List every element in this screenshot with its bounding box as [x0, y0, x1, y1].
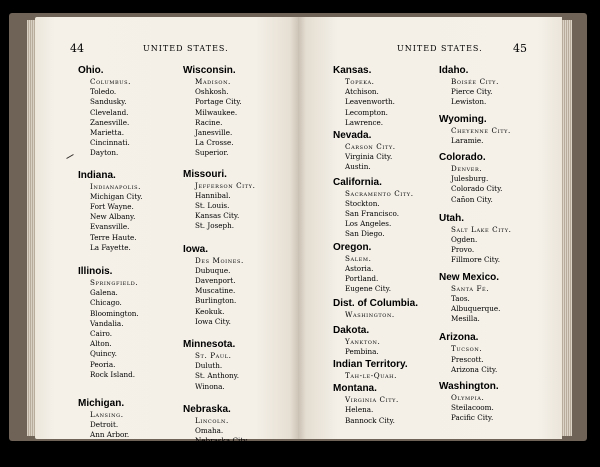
city-name: Eugene City. [345, 284, 391, 294]
state-entry [439, 332, 512, 375]
city-name: Grand Rapids. [90, 450, 143, 460]
city-name: Colorado City. [451, 184, 503, 194]
city-name: Dayton. [90, 148, 119, 158]
city-name: Hannibal. [195, 190, 231, 200]
state-entry [183, 65, 255, 159]
right-col-2 [439, 65, 512, 424]
state-name: Illinois. [78, 266, 113, 278]
left-page-header: UNITED STATES. [143, 44, 229, 53]
city-name: Michigan City. [90, 191, 143, 201]
city-name: St. Anthony. [195, 371, 240, 381]
city-name: Pierce City. [451, 87, 493, 97]
city-name: Dubuque. [195, 265, 231, 275]
right-page-number: 45 [513, 42, 527, 55]
capital-city: Carson City. [345, 142, 396, 152]
capital-city: Lincoln. [195, 415, 229, 425]
city-name: St. Joseph. [195, 221, 235, 231]
city-name: Ann Arbor. [90, 430, 130, 440]
state-name: Indiana. [78, 169, 116, 181]
right-col-1 [333, 65, 418, 426]
state-name: California. [333, 176, 382, 188]
left-page-number: 44 [70, 42, 84, 55]
capital-city: Des Moines. [195, 255, 244, 265]
state-entry [333, 359, 418, 381]
city-name: Cleveland. [90, 107, 129, 117]
capital-city: Topeka. [345, 77, 375, 86]
state-entry [183, 244, 255, 327]
city-name: Evansville. [90, 222, 130, 232]
state-name: Nevada. [333, 130, 372, 142]
state-entry [439, 213, 512, 266]
city-name: Leavenworth. [345, 97, 395, 107]
city-name: Nebraska City. [195, 436, 249, 446]
city-name: Adrian. [90, 440, 117, 450]
city-name: Julesburg. [451, 174, 489, 184]
left-page [35, 17, 298, 439]
state-entry [333, 383, 418, 426]
city-name: Omaha. [195, 426, 224, 436]
city-name: Milwaukee. [195, 107, 238, 117]
state-name: Dist. of Columbia. [333, 298, 418, 310]
city-name: Los Angeles. [345, 219, 392, 229]
capital-city: Olympia. [451, 393, 485, 403]
city-name: Atchison. [345, 87, 379, 97]
city-name: Pacific City. [451, 413, 494, 423]
city-name: Keokuk. [195, 306, 225, 316]
city-name: Toledo. [90, 87, 117, 97]
capital-city: Virginia City. [345, 395, 399, 405]
state-entry [333, 325, 418, 357]
state-entry [78, 65, 143, 159]
city-name: Racine. [195, 117, 223, 127]
capital-city: Jefferson City. [195, 180, 256, 190]
city-name: Winona. [195, 381, 225, 391]
state-entry [78, 398, 143, 461]
city-name: Pembina. [345, 346, 379, 356]
capital-city: Madison. [195, 77, 231, 86]
left-col-2 [183, 65, 255, 467]
state-name: Utah. [439, 212, 464, 224]
state-name: Washington. [439, 381, 499, 393]
state-entry [333, 177, 418, 240]
city-name: St. Louis. [195, 201, 230, 211]
city-name: Cairo. [90, 329, 113, 339]
state-entry [78, 170, 143, 253]
state-entry [183, 169, 255, 232]
state-name: Montana. [333, 383, 377, 395]
city-name: Provo. [451, 245, 475, 255]
state-name: Dakota. [333, 324, 370, 336]
state-entry [78, 266, 143, 380]
city-name: Arizona City. [451, 364, 498, 374]
state-entry [439, 272, 512, 325]
capital-city: Denver. [451, 164, 483, 174]
city-name: La Crosse. [195, 138, 234, 148]
state-entry [333, 65, 418, 128]
city-name: Detroit. [90, 420, 119, 430]
city-name: Prescott. [451, 354, 484, 364]
city-name: Lawrence. [345, 117, 384, 127]
state-name: Indian Territory. [333, 359, 408, 371]
state-entry [183, 404, 255, 467]
capital-city: Tucson. [451, 344, 483, 354]
state-name: Oregon. [333, 241, 372, 253]
state-name: Minnesota. [183, 339, 236, 351]
city-name: Galena. [90, 288, 118, 298]
state-entry [439, 381, 512, 424]
city-name: Burlington. [195, 296, 237, 306]
city-name: Fort Wayne. [90, 202, 134, 212]
state-name: Nebraska. [183, 403, 231, 415]
city-name: Cincinnati. [90, 138, 130, 148]
capital-city: Yankton. [345, 336, 381, 346]
city-name: Marietta. [90, 128, 124, 138]
city-name: Portland. [345, 274, 379, 284]
city-name: Quincy. [90, 349, 117, 359]
city-name: Zanesville. [90, 117, 130, 127]
city-name: San Diego. [345, 229, 385, 239]
capital-city: Boisée City. [451, 77, 499, 86]
city-name: Portage City. [195, 97, 242, 107]
city-name: Iowa City. [195, 316, 231, 326]
state-entry [439, 114, 512, 146]
capital-city: Springfield. [90, 278, 139, 288]
state-entry [439, 152, 512, 205]
state-name: New Mexico. [439, 271, 500, 283]
city-name: Lecompton. [345, 107, 388, 117]
state-entry [333, 130, 418, 173]
capital-city: St. Paul. [195, 351, 232, 361]
city-name: Helena. [345, 405, 374, 415]
city-name: Laramie. [451, 135, 484, 145]
city-name: Austin. [345, 162, 371, 172]
city-name: Davenport. [195, 276, 236, 286]
state-entry [439, 65, 512, 108]
state-name: Arizona. [439, 332, 479, 344]
city-name: Janesville. [195, 128, 233, 138]
state-name: Iowa. [183, 243, 209, 255]
state-name: Wyoming. [439, 113, 487, 125]
city-name: Otoe City. [195, 446, 231, 456]
city-name: Stockton. [345, 198, 380, 208]
city-name: Duluth. [195, 361, 223, 371]
city-name: Cañon City. [451, 194, 493, 204]
city-name: Lewiston. [451, 97, 487, 107]
state-name: Wisconsin. [183, 65, 236, 76]
city-name: La Fayette. [90, 242, 131, 252]
city-name: Chicago. [90, 298, 122, 308]
capital-city: Cheyenne City. [451, 125, 511, 135]
city-name: Ogden. [451, 235, 478, 245]
city-name: Terre Haute. [90, 232, 137, 242]
capital-city: Sacramento City. [345, 188, 414, 198]
state-entry [333, 242, 418, 295]
capital-city: Tah-le-Quah. [345, 371, 398, 381]
city-name: Bannock City. [345, 415, 395, 425]
city-name: San Francisco. [345, 209, 399, 219]
city-name: Mesilla. [451, 314, 480, 324]
city-name: Astoria. [345, 263, 374, 273]
city-name: Muscatine. [195, 286, 236, 296]
city-name: Rock Island. [90, 369, 136, 379]
right-page-header: UNITED STATES. [397, 44, 483, 53]
state-name: Ohio. [78, 65, 104, 76]
left-col-1 [78, 65, 143, 461]
city-name: Peoria. [90, 359, 116, 369]
capital-city: Salem. [345, 253, 372, 263]
city-name: Oshkosh. [195, 87, 229, 97]
capital-city: Santa Fé. [451, 283, 490, 293]
city-name: Fillmore City. [451, 255, 501, 265]
capital-city: Lansing. [90, 410, 124, 420]
state-entry [183, 339, 255, 392]
city-name: Superior. [195, 148, 229, 158]
state-name: Michigan. [78, 398, 125, 410]
city-name: Albuquerque. [451, 304, 501, 314]
city-name: Alton. [90, 339, 112, 349]
page-edges-right [562, 20, 572, 436]
city-name: New Albany. [90, 212, 136, 222]
city-name: Vandalia. [90, 318, 124, 328]
page-edges-left [27, 20, 35, 436]
state-name: Colorado. [439, 152, 486, 164]
capital-city: Washington. [345, 310, 395, 320]
city-name: Bloomington. [90, 308, 139, 318]
state-name: Missouri. [183, 168, 227, 180]
city-name: Sandusky. [90, 97, 127, 107]
capital-city: Columbus. [90, 77, 131, 86]
capital-city: Salt Lake City. [451, 224, 512, 234]
state-name: Idaho. [439, 65, 469, 76]
city-name: Virginia City. [345, 152, 393, 162]
state-entry [333, 298, 418, 320]
city-name: Steilacoom. [451, 403, 494, 413]
city-name: Kearney. [195, 456, 227, 466]
city-name: Taos. [451, 293, 470, 303]
city-name: Kansas City. [195, 211, 240, 221]
state-name: Kansas. [333, 65, 372, 76]
capital-city: Indianapolis. [90, 181, 142, 191]
